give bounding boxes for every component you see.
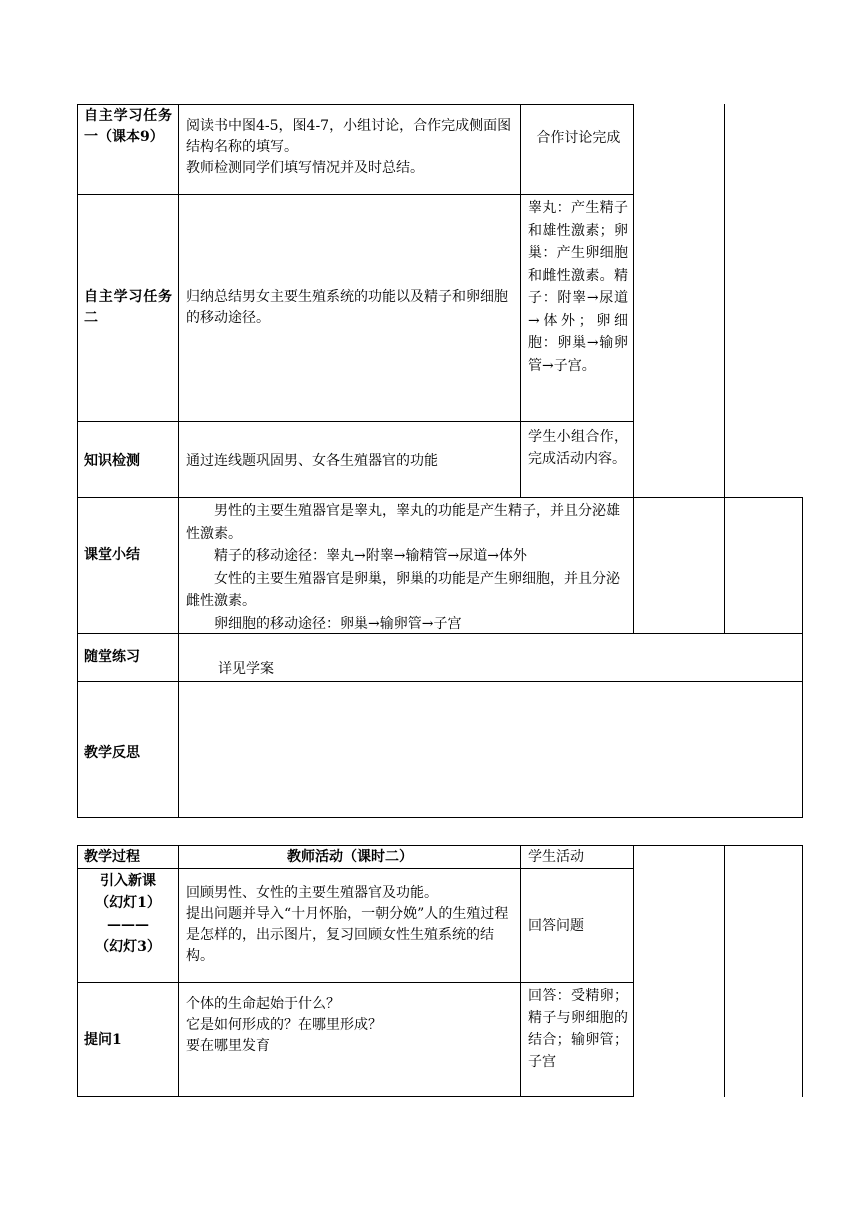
row-content-intro [186,883,514,967]
content-text: 卵细胞的移动途径：卵巢→输卵管→子宫 [214,615,462,632]
row-content-question-1 [186,994,514,1057]
content-text: 男性的主要生殖器官是睾丸，睾丸的功能是产生精子，并且分泌雄性激素。 [186,503,620,542]
column-header-teacher-activity: 教师活动（课时二） [287,849,413,865]
row-header-practice: 随堂练习 [84,649,140,665]
row-content-knowledge-check [186,451,514,472]
content-text: 通过连线题巩固男、女各生殖器官的功能 [186,453,438,469]
content-text: 提出问题并导入“十月怀胎，一朝分娩”人的生殖过程是怎样的，出示图片，复习回顾女性生殖系统的结构。 [186,906,509,964]
content-text: 精子的移动途径：睾丸→附睾→输精管→尿道→体外 [214,548,527,564]
header-text: ——— [107,917,149,933]
header-text: 提问1 [84,1032,122,1048]
row-student-question-1: 回答：受精卵；精子与卵细胞的结合；输卵管；子宫 [528,988,628,1070]
content-text: 教师检测同学们填写情况并及时总结。 [186,160,424,176]
row-header-question-1 [84,1030,176,1051]
content-text: 回顾男性、女性的主要生殖器官及功能。 [186,885,438,901]
row-student-knowledge-check: 学生小组合作，完成活动内容。 [528,429,628,467]
row-content-summary [186,500,627,635]
row-student-self-study-1: 合作讨论完成 [536,130,621,146]
column-header-student-activity: 学生活动 [528,849,584,865]
row-content-self-study-2 [186,287,514,329]
row-header-self-study-1: 自主学习任务一（课本9） [84,108,172,145]
content-text: 阅读书中图4-5，图4-7，小组讨论，合作完成侧面图结构名称的填写。 [186,118,512,155]
content-text: 要在哪里发育 [186,1038,270,1054]
row-student-self-study-2: 睾丸：产生精子和雄性激素；卵巢：产生卵细胞和雌性激素。精子：附睾→尿道→体外；卵细胞：卵巢→输卵管→子宫。 [528,200,628,374]
row-header-self-study-2: 自主学习任务二 [84,289,172,326]
content-text: 归纳总结男女主要生殖系统的功能以及精子和卵细胞的移动途径。 [186,289,508,326]
row-header-knowledge-check: 知识检测 [84,453,140,469]
row-content-self-study-1 [186,116,514,179]
header-text: 引入新课 [100,873,156,889]
column-header-process: 教学过程 [84,849,140,865]
row-student-intro: 回答问题 [528,918,584,934]
row-header-intro [79,870,177,958]
row-content-practice [218,659,618,680]
content-text: 女性的主要生殖器官是卵巢，卵巢的功能是产生卵细胞，并且分泌雌性激素。 [186,570,620,609]
row-header-reflection: 教学反思 [84,745,140,761]
header-text: （幻灯3） [95,939,161,955]
content-text: 详见学案 [218,661,274,677]
content-text: 个体的生命起始于什么？ [186,996,340,1012]
header-text: （幻灯1） [95,895,161,911]
row-header-summary: 课堂小结 [84,547,140,563]
content-text: 它是如何形成的？在哪里形成？ [186,1017,382,1033]
